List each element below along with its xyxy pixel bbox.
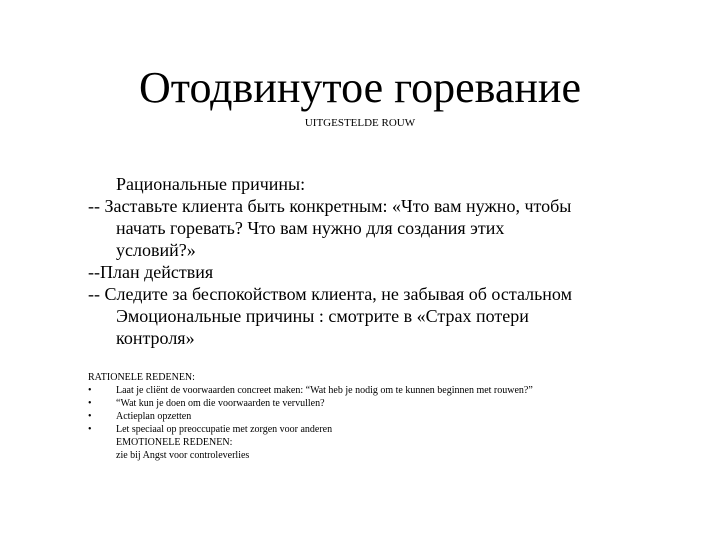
body-line-emotional-heading: Эмоциональные причины : смотрите в «Страх потери: [116, 306, 529, 326]
notes-bullet-text: Let speciaal op preoccupatie met zorgen voor anderen: [116, 424, 333, 435]
slide-title: Отодвинутое горевание: [139, 63, 581, 112]
body-line-concrete-end: условий?»: [116, 240, 196, 260]
body-line-action-plan: --План действия: [88, 262, 214, 282]
notes-bullet-item: [88, 384, 688, 397]
slide-subtitle: UITGESTELDE ROUW: [304, 117, 416, 129]
bullet-icon: •: [88, 385, 92, 396]
notes-bullet-item: [88, 423, 688, 436]
notes-emotional-heading: EMOTIONELE REDENEN:: [116, 437, 233, 448]
notes-bullet-text: Actieplan opzetten: [116, 411, 192, 422]
bullet-icon: •: [88, 411, 92, 422]
bullet-icon: •: [88, 398, 92, 409]
notes-bullet-text: Laat je cliënt de voorwaarden concreet maken: “Wat heb je nodig om te kunnen beginnen met rouwen?”: [116, 385, 533, 396]
slide-body: [88, 173, 688, 349]
notes-bullet-item: [88, 397, 688, 410]
notes-emotional-text: zie bij Angst voor controleverlies: [116, 450, 250, 461]
notes-rational-heading: RATIONELE REDENEN:: [88, 372, 195, 383]
body-line-emotional-end: контроля»: [116, 328, 195, 348]
body-line-concrete: -- Заставьте клиента быть конкретным: «Что вам нужно, чтобы: [88, 196, 572, 216]
body-line-watch-anxiety: -- Следите за беспокойством клиента, не забывая об остальном: [88, 284, 572, 304]
bullet-icon: •: [88, 424, 92, 435]
body-line-concrete-cont: начать горевать? Что вам нужно для создания этих: [116, 218, 505, 238]
notes-bullet-item: [88, 410, 688, 423]
body-line-rational-heading: Рациональные причины:: [116, 174, 306, 194]
slide-notes: [88, 371, 688, 462]
notes-bullet-text: “Wat kun je doen om die voorwaarden te vervullen?: [116, 398, 325, 409]
